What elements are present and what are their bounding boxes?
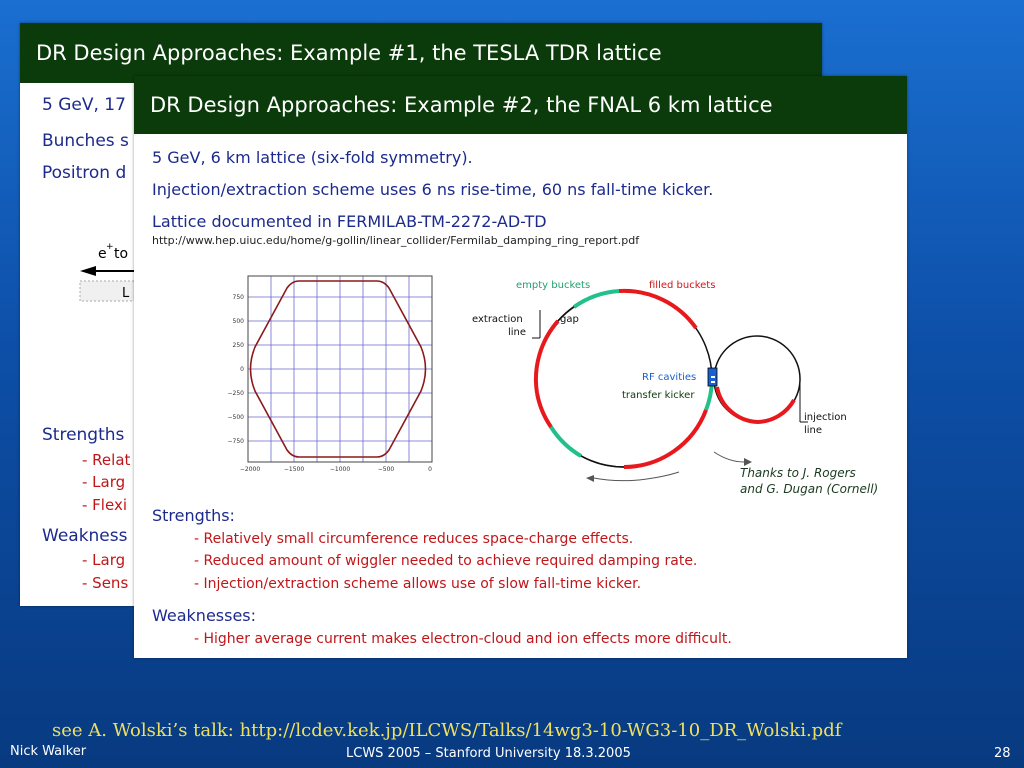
slide2-strength-3: - Injection/extraction scheme allows use of slow fall-time kicker. bbox=[194, 576, 642, 592]
slide1-line-3: Positron d bbox=[42, 163, 127, 183]
author-name: Nick Walker bbox=[10, 744, 87, 759]
x-tick: −500 bbox=[377, 466, 395, 473]
slide-fnal bbox=[134, 76, 907, 658]
slide2-line-1: 5 GeV, 6 km lattice (six-fold symmetry). bbox=[152, 148, 473, 167]
transfer-kicker-label: transfer kicker bbox=[622, 390, 695, 401]
x-tick: −1000 bbox=[329, 466, 351, 473]
slide2-line-3: Lattice documented in FERMILAB-TM-2272-AD-TD bbox=[152, 212, 547, 231]
rf-cavities-label: RF cavities bbox=[642, 372, 697, 383]
x-tick: 0 bbox=[428, 466, 432, 473]
y-tick: −750 bbox=[227, 438, 244, 445]
slide2-strength-1: - Relatively small circumference reduces space-charge effects. bbox=[194, 531, 634, 547]
slide1-strength-3: - Flexi bbox=[82, 496, 127, 514]
empty-buckets-label: empty buckets bbox=[516, 280, 591, 291]
x-tick: −1500 bbox=[283, 466, 305, 473]
slide2-strengths-label: Strengths: bbox=[152, 506, 235, 525]
report-url: http://www.hep.uiuc.edu/home/g-gollin/linear_collider/Fermilab_damping_ring_report.pdf bbox=[152, 234, 640, 247]
page-number: 28 bbox=[994, 746, 1011, 761]
event-name: LCWS 2005 – Stanford University 18.3.2005 bbox=[346, 746, 631, 761]
box-label: L bbox=[122, 286, 130, 301]
extraction-label: extraction bbox=[472, 314, 523, 325]
extraction-line-label: line bbox=[508, 327, 527, 338]
slide1-strength-2: - Larg bbox=[82, 473, 126, 491]
slide1-weakness-1: - Larg bbox=[82, 551, 126, 569]
slide2-title: DR Design Approaches: Example #2, the FNAL 6 km lattice bbox=[134, 76, 907, 134]
y-tick: 500 bbox=[232, 318, 244, 325]
thanks-line-2: and G. Dugan (Cornell) bbox=[740, 482, 879, 496]
ring-diagram bbox=[464, 272, 907, 507]
y-tick: 0 bbox=[240, 366, 244, 373]
slide2-weakness-1: - Higher average current makes electron-cloud and ion effects more difficult. bbox=[194, 631, 732, 647]
slide1-weaknesses-label: Weakness bbox=[42, 526, 128, 546]
thanks-line-1: Thanks to J. Rogers bbox=[740, 466, 856, 480]
slide1-line-2: Bunches s bbox=[42, 131, 129, 151]
slide2-weaknesses-label: Weaknesses: bbox=[152, 606, 257, 625]
filled-buckets-label: filled buckets bbox=[649, 280, 716, 291]
injection-label: injection bbox=[804, 412, 847, 423]
slide2-strength-2: - Reduced amount of wiggler needed to achieve required damping rate. bbox=[194, 553, 698, 569]
slide1-strength-1: - Relat bbox=[82, 451, 131, 469]
slide1-strengths-label: Strengths bbox=[42, 425, 125, 445]
gap-label: gap bbox=[560, 314, 579, 325]
wolski-talk-link[interactable]: see A. Wolski’s talk: http://lcdev.kek.jp/ILCWS/Talks/14wg3-10-WG3-10_DR_Wolski.pdf bbox=[52, 720, 842, 741]
slide1-weakness-2: - Sens bbox=[82, 574, 129, 592]
slide2-line-2: Injection/extraction scheme uses 6 ns rise-time, 60 ns fall-time kicker. bbox=[152, 180, 714, 199]
injection-line-label: line bbox=[804, 425, 823, 436]
y-tick: −250 bbox=[227, 390, 244, 397]
slide1-diagram-fragment bbox=[76, 241, 136, 305]
slide1-line-1: 5 GeV, 17 bbox=[42, 95, 126, 115]
to-label: to bbox=[114, 246, 129, 262]
slide1-title: DR Design Approaches: Example #1, the TESLA TDR lattice bbox=[20, 23, 822, 83]
x-tick: −2000 bbox=[239, 466, 261, 473]
y-tick: −500 bbox=[227, 414, 244, 421]
y-tick: 750 bbox=[232, 294, 244, 301]
y-tick: 250 bbox=[232, 342, 244, 349]
e-label: e bbox=[98, 246, 107, 262]
e-sup-label: + bbox=[106, 242, 114, 252]
lattice-plot bbox=[224, 272, 449, 477]
